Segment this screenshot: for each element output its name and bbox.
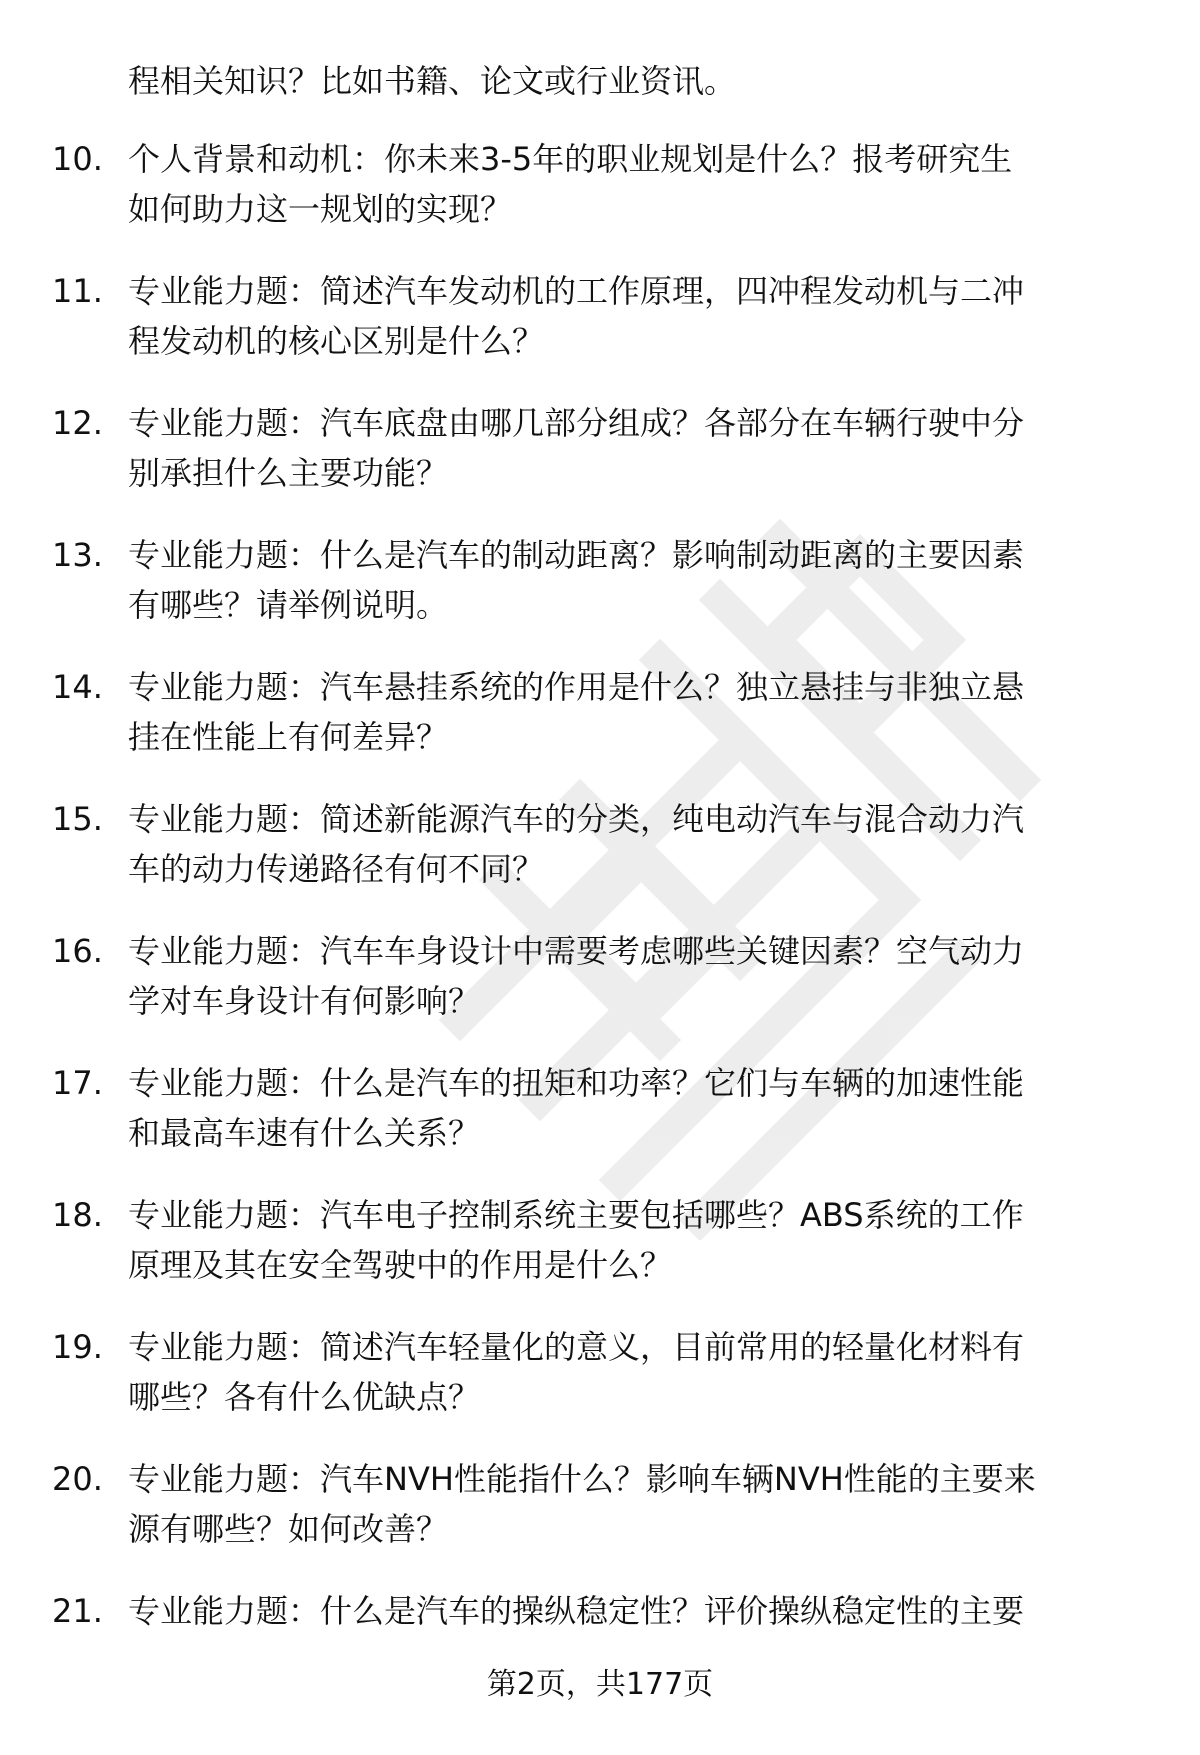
question-item [0, 1322, 1200, 1454]
question-text-line: 学对车身设计有何影响？ [128, 982, 481, 1020]
question-text-line: 程发动机的核心区别是什么？ [128, 322, 545, 360]
question-text-line: 专业能力题：汽车电子控制系统主要包括哪些？ABS系统的工作 [128, 1196, 1024, 1234]
question-number: 19. [52, 1328, 103, 1366]
question-item [0, 134, 1200, 266]
question-text-line: 原理及其在安全驾驶中的作用是什么？ [128, 1246, 673, 1284]
question-text-line: 专业能力题：汽车悬挂系统的作用是什么？独立悬挂与非独立悬 [128, 668, 1025, 706]
continuation-text: 程相关知识？比如书籍、论文或行业资讯。 [128, 62, 737, 100]
question-number: 18. [52, 1196, 103, 1234]
question-item [0, 662, 1200, 794]
question-text-line: 挂在性能上有何差异？ [128, 718, 449, 756]
question-text-line: 专业能力题：什么是汽车的操纵稳定性？评价操纵稳定性的主要 [128, 1592, 1025, 1630]
question-text-line: 有哪些？请举例说明。 [128, 586, 449, 624]
question-number: 16. [52, 932, 103, 970]
question-number: 11. [52, 272, 103, 310]
question-text-line: 和最高车速有什么关系？ [128, 1114, 481, 1152]
question-number: 12. [52, 404, 103, 442]
question-item [0, 1058, 1200, 1190]
question-text-line: 专业能力题：什么是汽车的扭矩和功率？它们与车辆的加速性能 [128, 1064, 1025, 1102]
question-text-line: 别承担什么主要功能？ [128, 454, 449, 492]
question-text-line: 专业能力题：汽车底盘由哪几部分组成？各部分在车辆行驶中分 [128, 404, 1025, 442]
question-number: 10. [52, 140, 103, 178]
question-item [0, 1190, 1200, 1322]
question-item [0, 530, 1200, 662]
question-text-line: 源有哪些？如何改善？ [128, 1510, 449, 1548]
question-number: 21. [52, 1592, 103, 1630]
question-text-line: 专业能力题：什么是汽车的制动距离？影响制动距离的主要因素 [128, 536, 1025, 574]
question-text-line: 专业能力题：汽车车身设计中需要考虑哪些关键因素？空气动力 [128, 932, 1025, 970]
question-text-line: 专业能力题：简述新能源汽车的分类，纯电动汽车与混合动力汽 [128, 800, 1025, 838]
question-number: 13. [52, 536, 103, 574]
question-text-line: 专业能力题：简述汽车发动机的工作原理，四冲程发动机与二冲 [128, 272, 1025, 310]
question-number: 17. [52, 1064, 103, 1102]
question-text-line: 哪些？各有什么优缺点？ [128, 1378, 481, 1416]
question-item [0, 1454, 1200, 1586]
question-number: 15. [52, 800, 103, 838]
question-number: 14. [52, 668, 103, 706]
question-text-line: 专业能力题：汽车NVH性能指什么？影响车辆NVH性能的主要来 [128, 1460, 1036, 1498]
question-list [0, 134, 1200, 1718]
question-number: 20. [52, 1460, 103, 1498]
question-item [0, 794, 1200, 926]
question-text-line: 个人背景和动机：你未来3-5年的职业规划是什么？报考研究生 [128, 140, 1013, 178]
question-item [0, 926, 1200, 1058]
page-footer: 第2页，共177页 [486, 1667, 714, 1702]
question-text-line: 专业能力题：简述汽车轻量化的意义，目前常用的轻量化材料有 [128, 1328, 1025, 1366]
question-text-line: 车的动力传递路径有何不同？ [128, 850, 545, 888]
question-text-line: 如何助力这一规划的实现？ [128, 190, 513, 228]
question-item [0, 398, 1200, 530]
question-item [0, 266, 1200, 398]
